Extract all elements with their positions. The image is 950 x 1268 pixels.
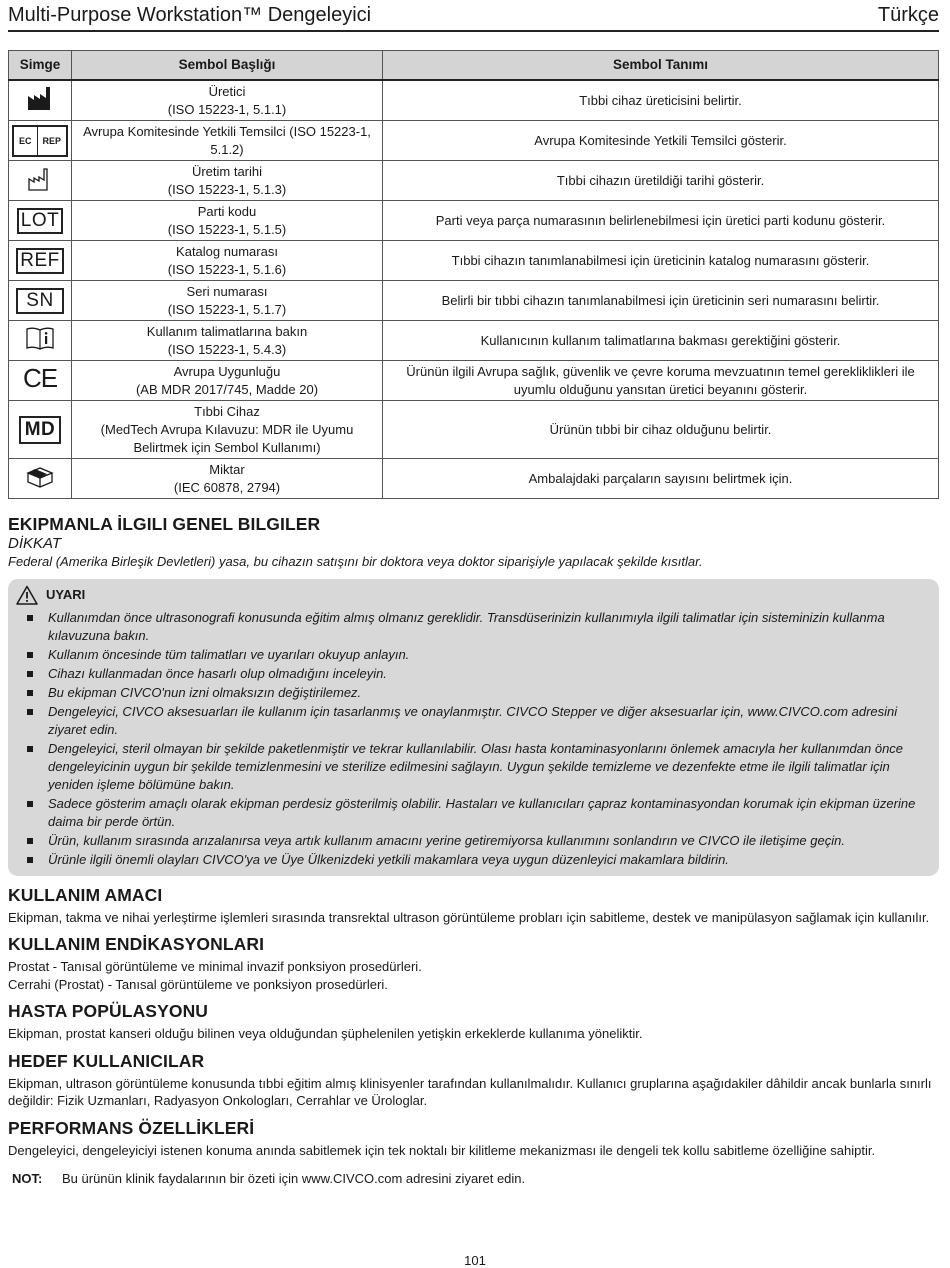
table-row	[9, 161, 939, 201]
column-header-title: Sembol Başlığı	[72, 51, 383, 81]
intended-use-section	[8, 884, 939, 927]
section-text: Ekipman, ultrason görüntüleme konusunda tıbbi eğitim almış klinisyenler tarafından kullanılmalıdır. Kullanıcı gruplarına aşağıdakiler dâhildir ancak bunlarla sınırlı değildir: Fizik Uzmanları, Radyasyon Onkologları, Cerrahlar ve Ürologlar.	[8, 1075, 932, 1108]
symbol-standard: (ISO 15223-1, 5.1.7)	[167, 301, 287, 317]
symbol-standard: (MedTech Avrupa Kılavuzu: MDR ile Uyumu Belirtmek için Sembol Kullanımı)	[100, 421, 354, 455]
table-row	[9, 201, 939, 241]
table-row	[9, 241, 939, 281]
symbol-description: Tıbbi cihazın üretildiği tarihi gösterir.	[383, 161, 939, 201]
date-of-manufacture-icon	[9, 161, 72, 201]
symbol-description: Belirli bir tıbbi cihazın tanımlanabilmesi için üreticinin seri numarasını belirtir.	[383, 281, 939, 321]
symbol-description: Tıbbi cihazın tanımlanabilmesi için üreticinin katalog numarasını gösterir.	[383, 241, 939, 281]
performance-section	[8, 1117, 939, 1160]
document-page	[8, 0, 939, 1186]
symbol-standard: (ISO 15223-1, 5.1.3)	[167, 181, 287, 197]
patient-population-section	[8, 1000, 939, 1043]
symbol-table	[8, 50, 939, 499]
symbol-description: Tıbbi cihaz üreticisini belirtir.	[383, 80, 939, 121]
symbol-title: Katalog numarası	[176, 243, 278, 259]
symbol-description: Ürünün tıbbi bir cihaz olduğunu belirtir.	[383, 401, 939, 459]
page-header	[8, 0, 939, 32]
symbol-description: Avrupa Komitesinde Yetkili Temsilci gösterir.	[383, 121, 939, 161]
symbol-title: Seri numarası	[186, 283, 268, 299]
column-header-description: Sembol Tanımı	[383, 51, 939, 81]
table-row	[9, 361, 939, 401]
warning-item: Bu ekipman CIVCO'nun izni olmaksızın değiştirilemez.	[16, 684, 929, 702]
consult-instructions-icon	[9, 321, 72, 361]
lot-icon: LOT	[9, 201, 72, 241]
symbol-title: Üretici	[208, 83, 246, 99]
general-info-section	[8, 513, 939, 571]
note-text: Bu ürünün klinik faydalarının bir özeti için www.CIVCO.com adresini ziyaret edin.	[62, 1171, 526, 1186]
symbol-title: Üretim tarihi	[191, 163, 263, 179]
warning-item: Kullanımdan önce ultrasonografi konusunda eğitim almış olmanız gereklidir. Transdüserinizin kullanımıyla ilgili talimatlar için sisteminizin kullanma kılavuzuna bakın.	[16, 609, 929, 645]
symbol-standard: (ISO 15223-1, 5.1.1)	[167, 101, 287, 117]
table-row	[9, 80, 939, 121]
section-heading: KULLANIM AMACI	[8, 884, 163, 905]
section-text: Ekipman, takma ve nihai yerleştirme işlemleri sırasında transrektal ultrason görüntüleme probları için sabitleme, destek ve manipülasyon sağlamak için kullanılır.	[8, 909, 930, 925]
target-users-section	[8, 1050, 939, 1110]
column-header-symbol: Simge	[9, 51, 72, 81]
symbol-description: Parti veya parça numarasının belirlenebilmesi için üretici parti kodunu gösterir.	[383, 201, 939, 241]
ec-rep-icon: EC REP	[9, 121, 72, 161]
warning-item: Cihazı kullanmadan önce hasarlı olup olmadığını inceleyin.	[16, 665, 929, 683]
symbol-title: Avrupa Komitesinde Yetkili Temsilci (ISO 15223-1,	[83, 123, 371, 139]
table-header-row	[9, 51, 939, 81]
ce-mark-icon: CE	[9, 361, 72, 401]
table-row	[9, 459, 939, 499]
warning-header	[16, 585, 929, 605]
warning-list	[16, 609, 929, 869]
symbol-description: Ambalajdaki parçaların sayısını belirtmek için.	[383, 459, 939, 499]
symbol-standard: (AB MDR 2017/745, Madde 20)	[135, 381, 319, 397]
table-row	[9, 321, 939, 361]
table-row	[9, 281, 939, 321]
section-text: Prostat - Tanısal görüntüleme ve minimal invazif ponksiyon prosedürleri.	[8, 959, 422, 974]
warning-label: UYARI	[46, 587, 86, 602]
document-title: Multi-Purpose Workstation™ Dengeleyici	[8, 4, 372, 26]
note	[8, 1171, 939, 1186]
warning-item: Dengeleyici, CIVCO aksesuarları ile kullanım için tasarlanmış ve onaylanmıştır. CIVCO Stepper ve diğer aksesuarlar için, www.CIVCO.com adresini ziyaret edin.	[16, 703, 929, 739]
md-icon: MD	[9, 401, 72, 459]
symbol-standard: (IEC 60878, 2794)	[173, 479, 281, 495]
indications-section	[8, 933, 939, 993]
section-text: Cerrahi (Prostat) - Tanısal görüntüleme ve ponksiyon prosedürleri.	[8, 976, 388, 992]
section-heading: HEDEF KULLANICILAR	[8, 1050, 205, 1071]
table-row	[9, 121, 939, 161]
symbol-description: Ürünün ilgili Avrupa sağlık, güvenlik ve çevre koruma mevzuatının temel gerekliklikleri ile uyumlu olduğunu yansıtan üretici beyanını gösterir.	[383, 361, 939, 401]
symbol-standard: (ISO 15223-1, 5.4.3)	[167, 341, 287, 357]
language-label: Türkçe	[877, 4, 939, 26]
manufacturer-icon	[9, 80, 72, 121]
page-number: 101	[464, 1253, 486, 1268]
ref-icon: REF	[9, 241, 72, 281]
symbol-standard: 5.1.2)	[210, 141, 244, 157]
warning-item: Sadece gösterim amaçlı olarak ekipman perdesiz gösterilmiş olabilir. Hastaları ve kullanıcıları çapraz kontaminasyondan korumak için ekipman üzerine daima bir perde örtün.	[16, 795, 929, 831]
sn-icon: SN	[9, 281, 72, 321]
caution-text: Federal (Amerika Birleşik Devletleri) yasa, bu cihazın satışını bir doktora veya doktor siparişiyle yapılacak şekilde kısıtlar.	[8, 554, 703, 569]
warning-item: Kullanım öncesinde tüm talimatları ve uyarıları okuyup anlayın.	[16, 646, 929, 664]
section-heading: PERFORMANS ÖZELLİKLERİ	[8, 1117, 255, 1138]
note-label: NOT:	[12, 1171, 43, 1186]
section-heading: EKIPMANLA İLGILI GENEL BILGILER	[8, 514, 321, 534]
symbol-title: Tıbbi Cihaz	[194, 403, 260, 419]
warning-box	[8, 579, 939, 876]
warning-item: Ürün, kullanım sırasında arızalanırsa veya artık kullanım amacını yerine getiremiyorsa kullanımını sonlandırın ve CIVCO ile iletişime geçin.	[16, 832, 929, 850]
symbol-standard: (ISO 15223-1, 5.1.5)	[167, 221, 287, 237]
symbol-title: Miktar	[209, 461, 245, 477]
section-text: Ekipman, prostat kanseri olduğu bilinen veya olduğundan şüphelenilen yetişkin erkeklerde kullanıma yöneliktir.	[8, 1026, 643, 1041]
symbol-description: Kullanıcının kullanım talimatlarına bakması gerektiğini gösterir.	[383, 321, 939, 361]
quantity-icon	[9, 459, 72, 499]
symbol-title: Kullanım talimatlarına bakın	[146, 323, 308, 339]
warning-item: Dengeleyici, steril olmayan bir şekilde paketlenmiştir ve tekrar kullanılabilir. Olası hasta kontaminasyonlarını önlemek amacıyla her kullanımdan önce dengeleyicinin uygun bir şekilde temizlenmesini ve sterilize edilmesini sağlayın. Uygun şekilde temizleme ve dezenfekte etme ile ilgili talimatlar için yeniden işleme bölümüne bakın.	[16, 740, 929, 794]
symbol-standard: (ISO 15223-1, 5.1.6)	[167, 261, 287, 277]
section-heading: HASTA POPÜLASYONU	[8, 1001, 209, 1021]
symbol-title: Avrupa Uygunluğu	[173, 363, 281, 379]
table-row	[9, 401, 939, 459]
warning-item: Ürünle ilgili önemli olayları CIVCO'ya ve Üye Ülkenizdeki yetkili makamlara veya uygun düzenleyici makamlara bildirin.	[16, 851, 929, 869]
symbol-title: Parti kodu	[197, 203, 257, 219]
warning-triangle-icon	[16, 585, 38, 605]
section-text: Dengeleyici, dengeleyiciyi istenen konuma anında sabitlemek için tek noktalı bir kilitleme mekanizması ile dengeli tek kollu sabitleme özelliğine sahiptir.	[8, 1142, 876, 1158]
section-heading: KULLANIM ENDİKASYONLARI	[8, 934, 265, 954]
caution-label: DİKKAT	[8, 535, 62, 552]
